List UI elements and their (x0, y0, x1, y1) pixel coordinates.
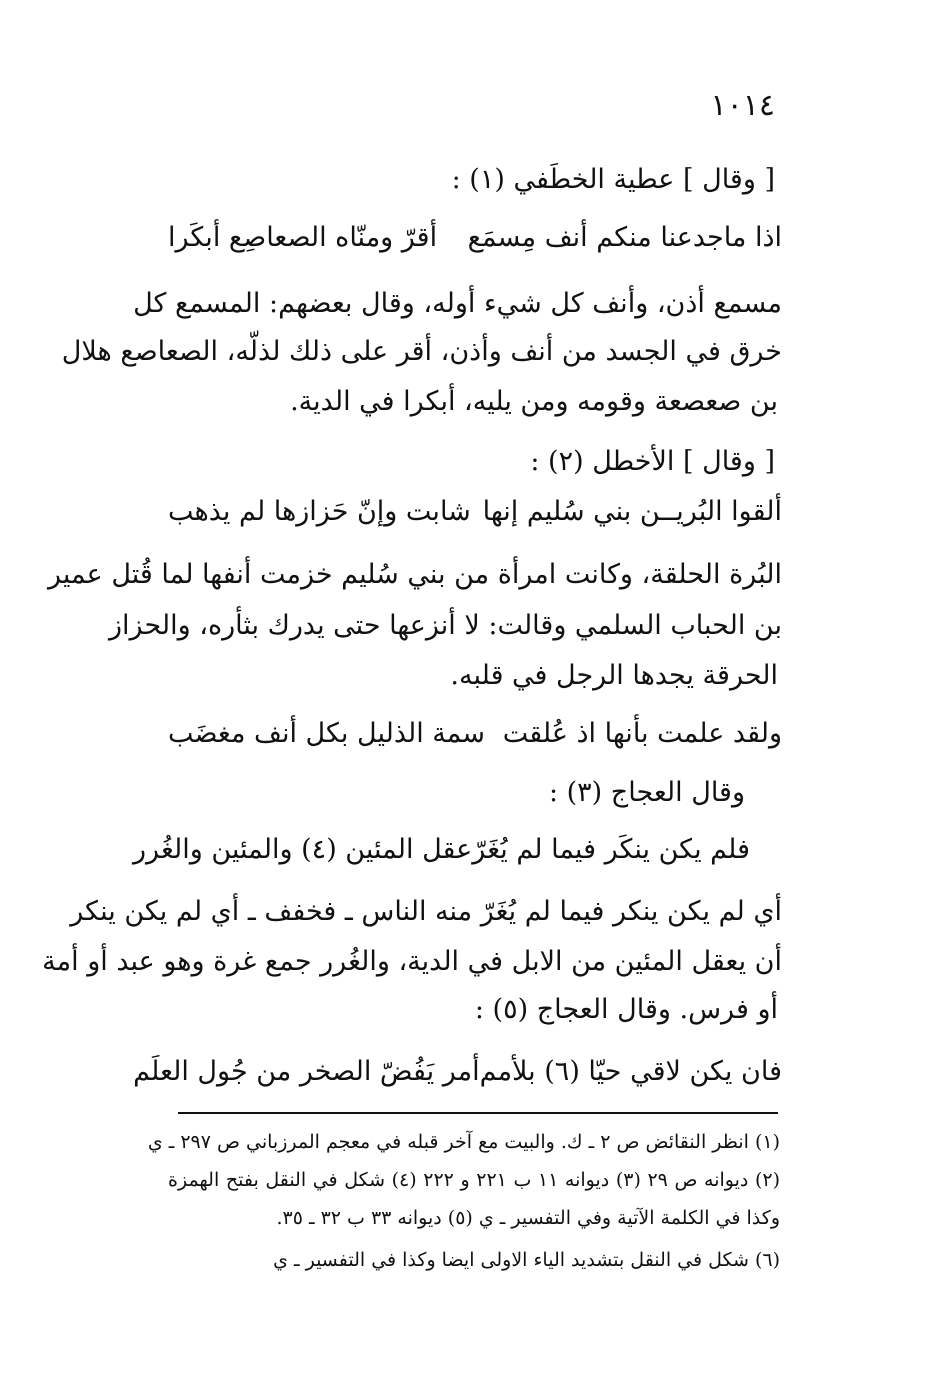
verse-hemistich: ألقوا البُريــن بني سُليم إنها (482, 496, 782, 527)
prose-line: مسمع أذن، وأنف كل شيء أوله، وقال بعضهم: المسمع كل (133, 288, 782, 319)
prose-line: البُرة الحلقة، وكانت امرأة من بني سُليم خزمت أنفها لما قُتل عمير (47, 559, 782, 590)
verse-hemistich: شابت وإنّ حَزازها لم يذهب (168, 496, 471, 527)
footnote-line: وكذا في الكلمة الآتية وفي التفسير ـ ي (٥) ديوانه ٣٣ ب ٣٢ ـ ٣٥. (276, 1207, 780, 1229)
poet-heading: وقال العجاج (٣) : (548, 777, 745, 808)
verse-hemistich: فان يكن لاقي حيّا (٦) بلأمم (479, 1056, 782, 1087)
poet-heading: [ وقال ] الأخطل (٢) : (530, 446, 775, 477)
page-number: ١٠١٤ (710, 88, 775, 123)
verse-hemistich: سمة الذليل بكل أنف مغضَب (168, 718, 486, 749)
prose-line: بن صعصعة وقومه ومن يليه، أبكرا في الدية. (290, 386, 778, 417)
prose-line: أن يعقل المئين من الابل في الدية، والغُرر جمع غرة وهو عبد أو أمة (42, 946, 782, 977)
verse-hemistich: اذا ماجدعنا منكم أنف مِسمَع (467, 222, 782, 253)
prose-line: الحرقة يجدها الرجل في قلبه. (450, 660, 778, 691)
verse-line (133, 1052, 782, 1092)
prose-line: أي لم يكن ينكر فيما لم يُغَرّ منه الناس ـ فخفف ـ أي لم يكن ينكر (70, 896, 782, 927)
footnote-line: (١) انظر النقائض ص ٢ ـ ك. والبيت مع آخر قبله في معجم المرزباني ص ٢٩٧ ـ ي (147, 1131, 780, 1153)
footnote-separator (178, 1112, 778, 1114)
footnote-line: (٢) ديوانه ص ٢٩ (٣) ديوانه ١١ ب ٢٢١ و ٢٢٢ (٤) شكل في النقل بفتح الهمزة (168, 1169, 780, 1191)
verse-hemistich: أقرّ ومنّاه الصعاصِع أبكَرا (168, 222, 438, 253)
verse-hemistich: أمر يَفُضّ الصخر من جُول العلَم (133, 1056, 480, 1087)
prose-line: أو فرس. وقال العجاج (٥) : (474, 994, 778, 1025)
verse-line (168, 492, 782, 532)
verse-hemistich: عقل المئين (٤) والمئين والغُرر (133, 834, 473, 865)
verse-line (168, 714, 782, 754)
verse-line (133, 830, 750, 870)
verse-line (168, 218, 782, 258)
verse-hemistich: ولقد علمت بأنها اذ عُلقت (502, 718, 782, 749)
prose-line: بن الحباب السلمي وقالت: لا أنزعها حتى يدرك بثأره، والحزاز (109, 610, 782, 641)
prose-line: خرق في الجسد من أنف وأذن، أقر على ذلك لذلّه، الصعاصع هلال (61, 336, 782, 367)
footnote-line: (٦) شكل في النقل بتشديد الياء الاولى ايضا وكذا في التفسير ـ ي (273, 1249, 780, 1271)
poet-heading: [ وقال ] عطية الخطَفي (١) : (451, 164, 775, 195)
verse-hemistich: فلم يكن ينكَر فيما لم يُغَرّ (472, 834, 750, 865)
